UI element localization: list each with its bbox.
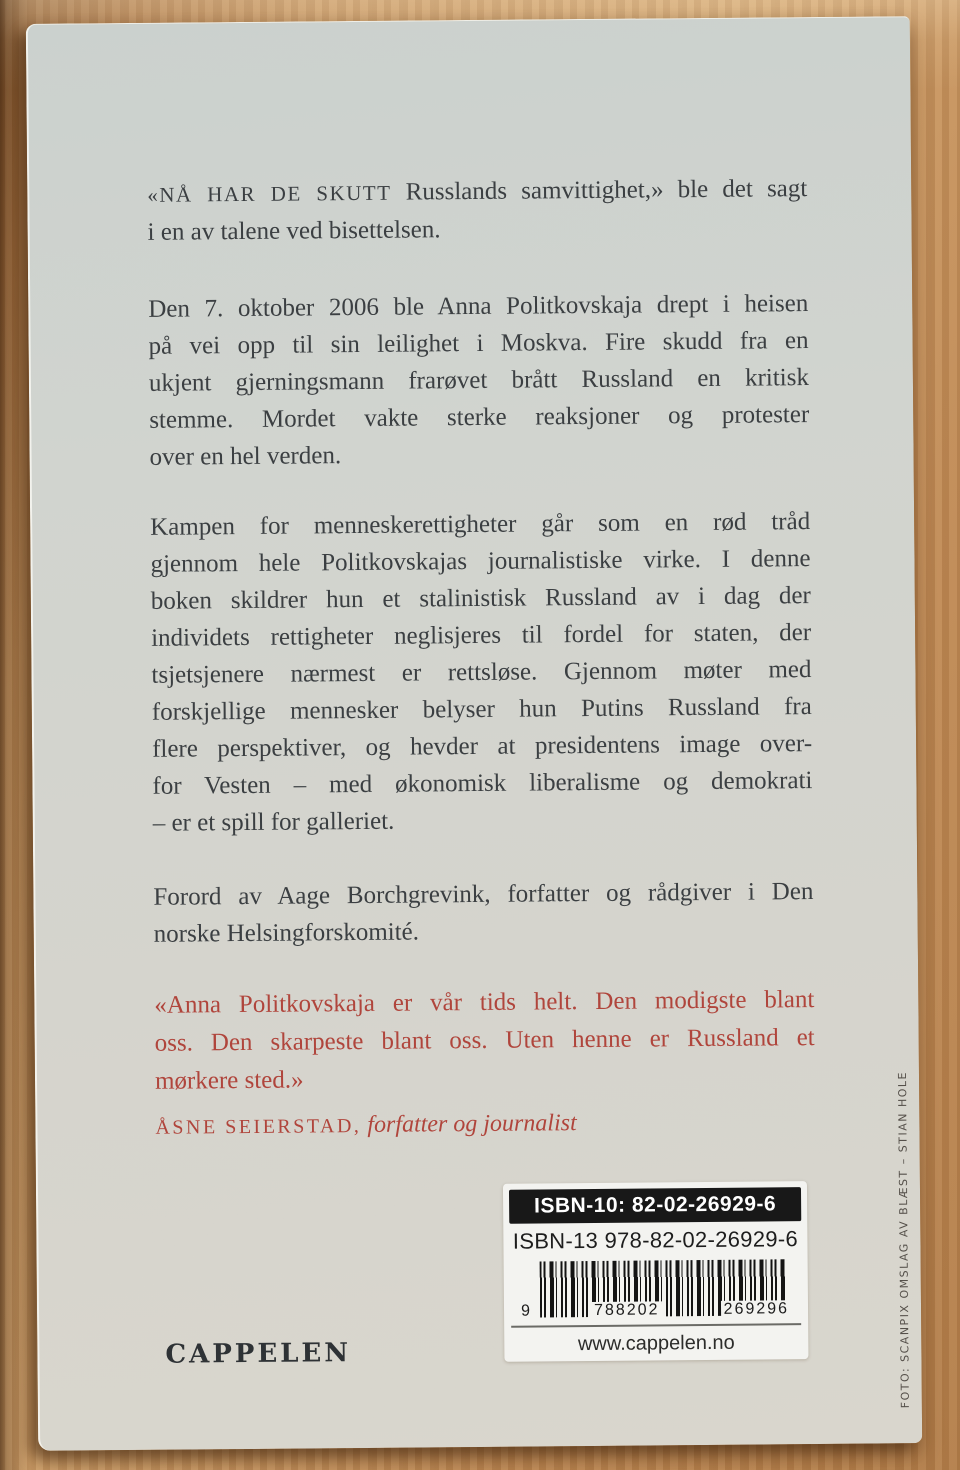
publisher-logo: CAPPELEN <box>165 1338 352 1370</box>
barcode-digit-lead: 9 <box>518 1303 533 1321</box>
isbn10-bar: ISBN-10: 82-02-26929-6 <box>509 1187 801 1224</box>
isbn13-text: ISBN-13 978-82-02-26929-6 <box>512 1226 799 1254</box>
attribution-name: ÅSNE SEIERSTAD, <box>155 1114 362 1139</box>
opening-quote-line1 <box>147 170 807 214</box>
photo-design-credit: FOTO: SCANPIX OMSLAG AV BLÆST – STIAN HOLE <box>895 1071 912 1409</box>
theme-paragraph: Kampen for menneskerettigheter går som en rød tråd gjennom hele Politkovskajas journalistiske virke. I denne boken skildrer hun et stalinistisk Russland av i dag der individets rettigheter neglisjeres til fordel for staten, der tsjetsjenere nærmest er rettsløse. Gjennom møter med forskjellige mennesker belyser hun Putins Russland fra flere perspektiver, og hevder at presidentens image over- for Vesten – med økonomisk liberalisme og demokrati – er et spill for galleriet. <box>150 508 813 837</box>
foreword-paragraph: Forord av Aage Borchgrevink, forfatter og rådgiver i Den norske Helsingforskomité. <box>153 878 814 948</box>
barcode-digits-group1: 788202 <box>591 1301 663 1320</box>
murder-paragraph: Den 7. oktober 2006 ble Anna Politkovskaja drept i heisen på vei opp til sin leilighet i Moskva. Fire skudd fra en ukjent gjerningsmann frarøvet brått Russland en kritisk stemme. Mordet vakte sterke reaksjoner og protester over en hel verden. <box>148 290 810 471</box>
pull-quote-attribution <box>155 1102 815 1147</box>
pull-quote <box>154 981 815 1147</box>
barcode-digits <box>518 1300 792 1320</box>
opening-quote-rest: Russlands samvittighet,» ble det sagt <box>405 175 808 206</box>
book-back-cover <box>26 16 922 1451</box>
attribution-role: forfatter og journalist <box>367 1110 577 1138</box>
barcode-digits-group2: 269296 <box>721 1300 793 1319</box>
pull-quote-lines: «Anna Politkovskaja er vår tids helt. Den modigste blant oss. Den skarpeste blant oss. Uten henne er Russland et mørkere sted.» <box>154 986 815 1095</box>
opening-quote-smallcaps: «NÅ HAR DE SKUTT <box>147 180 392 207</box>
publisher-website: www.cappelen.no <box>577 1331 735 1356</box>
isbn-sticker <box>503 1181 809 1362</box>
opening-quote-paragraph <box>147 170 808 251</box>
opening-quote-line2: i en av talene ved bisettelsen. <box>147 216 441 246</box>
